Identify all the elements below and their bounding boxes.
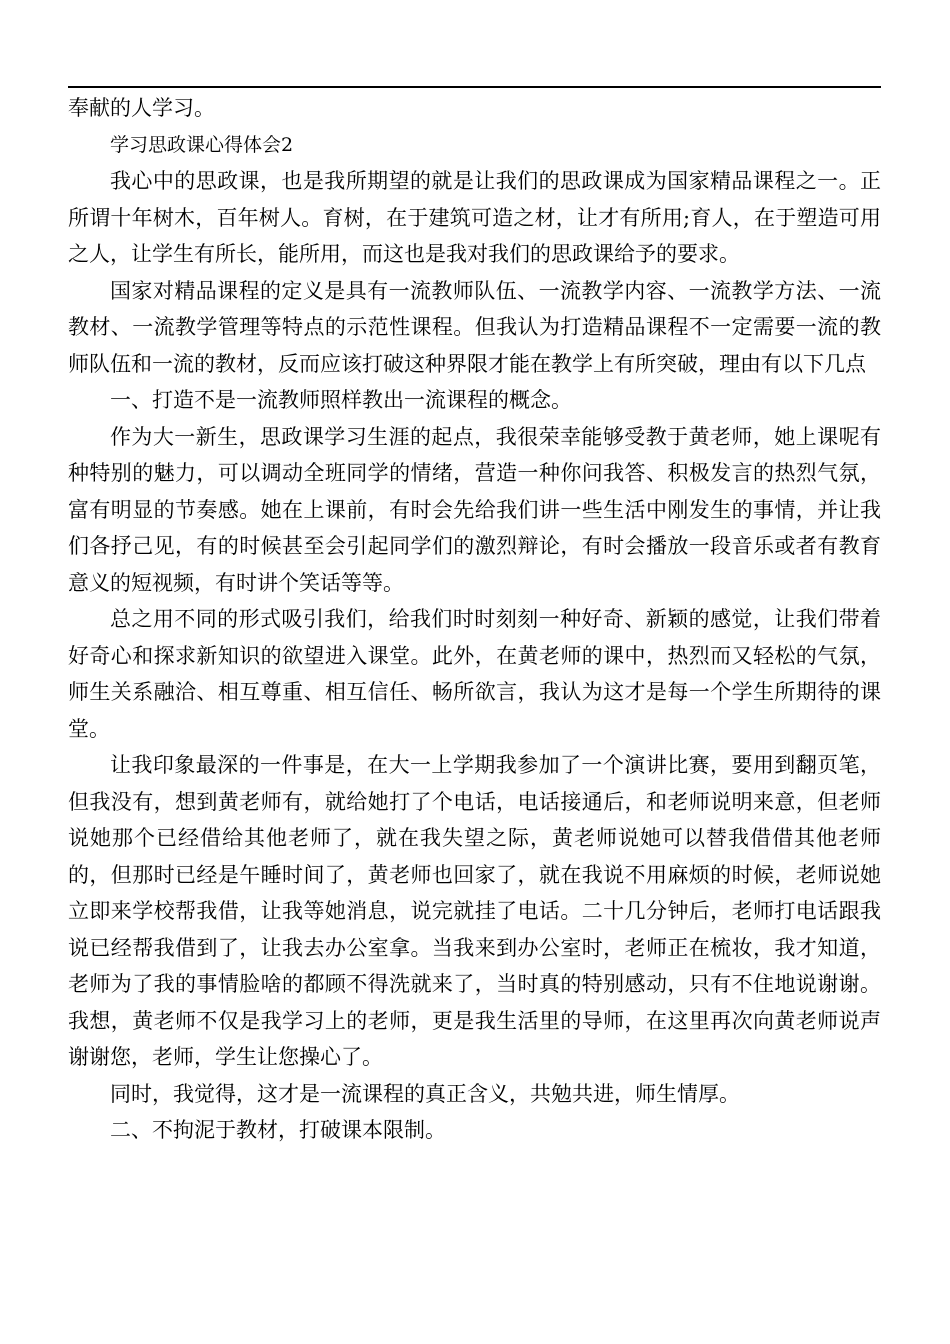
paragraph: 作为大一新生，思政课学习生涯的起点，我很荣幸能够受教于黄老师，她上课呢有种特别的魅力，可以调动全班同学的情绪，营造一种你问我答、积极发言的热烈气氛，富有明显的节奏感。她在上课前，有时会先给我们讲一些生活中刚发生的事情，并让我们各抒己见，有的时候甚至会引起同学们的激烈辩论，有时会播放一段音乐或者有教育意义的短视频，有时讲个笑话等等。 <box>68 424 881 595</box>
header-rule <box>68 86 881 88</box>
point-heading: 一、打造不是一流教师照样教出一流课程的概念。 <box>110 388 572 412</box>
paragraph: 同时，我觉得，这才是一流课程的真正含义，共勉共进，师生情厚。 <box>110 1081 740 1106</box>
paragraph: 总之用不同的形式吸引我们，给我们时时刻刻一种好奇、新颖的感觉，让我们带着好奇心和探求新知识的欲望进入课堂。此外，在黄老师的课中，热烈而又轻松的气氛，师生关系融洽、相互尊重、相互信任、畅所欲言，我认为这才是每一个学生所期待的课堂。 <box>68 607 881 741</box>
section-title: 学习思政课心得体会2 <box>110 133 294 156</box>
point-heading: 二、不拘泥于教材，打破课本限制。 <box>110 1118 446 1142</box>
paragraph-continuation: 奉献的人学习。 <box>68 96 215 120</box>
paragraph: 让我印象最深的一件事是，在大一上学期我参加了一个演讲比赛，要用到翻页笔，但我没有，想到黄老师有，就给她打了个电话，电话接通后，和老师说明来意，但老师说她那个已经借给其他老师了，就在我失望之际，黄老师说她可以替我借借其他老师的，但那时已经是午睡时间了，黄老师也回家了，就在我说不用麻烦的时候，老师说她立即来学校帮我借，让我等她消息，说完就挂了电话。二十几分钟后，老师打电话跟我说已经帮我借到了，让我去办公室拿。当我来到办公室时，老师正在梳妆，我才知道，老师为了我的事情脸啥的都顾不得洗就来了，当时真的特别感动，只有不住地说谢谢。我想，黄老师不仅是我学习上的老师，更是我生活里的导师，在这里再次向黄老师说声谢谢您，老师，学生让您操心了。 <box>68 753 881 1069</box>
paragraph: 国家对精品课程的定义是具有一流教师队伍、一流教学内容、一流教学方法、一流教材、一流教学管理等特点的示范性课程。但我认为打造精品课程不一定需要一流的教师队伍和一流的教材，反而应该打破这种界限才能在教学上有所突破，理由有以下几点 <box>68 278 881 376</box>
document-body <box>68 90 881 1149</box>
paragraph: 我心中的思政课，也是我所期望的就是让我们的思政课成为国家精品课程之一。正所谓十年树木，百年树人。育树，在于建筑可造之材，让才有所用;育人，在于塑造可用之人，让学生有所长，能所用，而这也是我对我们的思政课给予的要求。 <box>68 169 881 266</box>
